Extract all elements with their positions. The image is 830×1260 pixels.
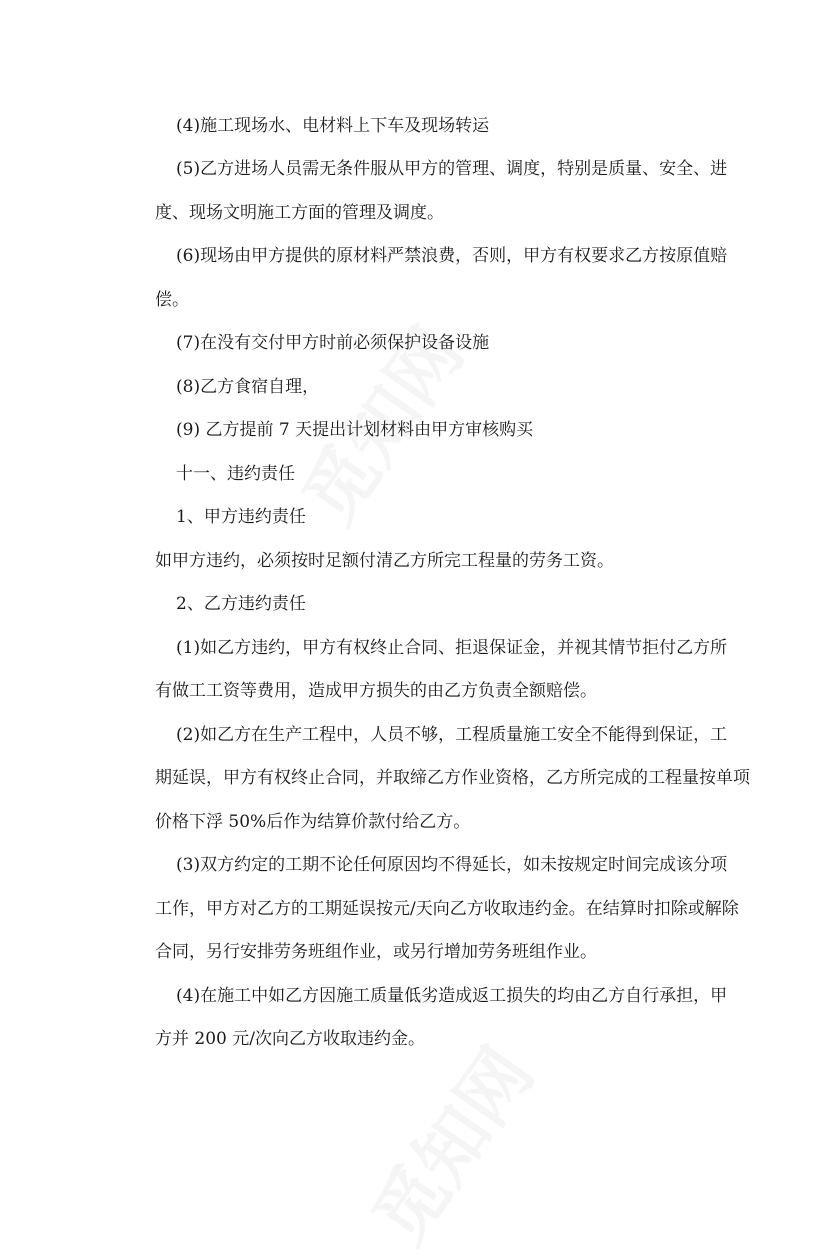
clause-5-line2: 度、现场文明施工方面的管理及调度。 — [155, 203, 444, 223]
party-a-breach-heading: 1、甲方违约责任 — [176, 507, 306, 527]
clause-5-line1: (5)乙方进场人员需无条件服从甲方的管理、调度，特别是质量、安全、进 — [176, 159, 728, 179]
breach-2-line2: 期延误，甲方有权终止合同，并取缔乙方作业资格，乙方所完成的工程量按单项 — [155, 768, 750, 788]
party-b-breach-heading: 2、乙方违约责任 — [176, 594, 306, 614]
breach-2-line3: 价格下浮 50%后作为结算价款付给乙方。 — [155, 812, 471, 832]
clause-7: (7)在没有交付甲方时前必须保护设备设施 — [176, 333, 490, 353]
breach-1-line2: 有做工工资等费用，造成甲方损失的由乙方负责全额赔偿。 — [155, 681, 597, 701]
clause-6-line1: (6)现场由甲方提供的原材料严禁浪费，否则，甲方有权要求乙方按原值赔 — [176, 246, 728, 266]
breach-4-line1: (4)在施工中如乙方因施工质量低劣造成返工损失的均由乙方自行承担，甲 — [176, 986, 728, 1006]
party-a-breach-text: 如甲方违约，必须按时足额付清乙方所完工程量的劳务工资。 — [155, 551, 614, 571]
clause-8: (8)乙方食宿自理， — [176, 377, 320, 397]
clause-6-line2: 偿。 — [155, 290, 189, 310]
breach-1-line1: (1)如乙方违约，甲方有权终止合同、拒退保证金，并视其情节拒付乙方所 — [176, 638, 728, 658]
breach-3-line3: 合同，另行安排劳务班组作业，或另行增加劳务班组作业。 — [155, 942, 597, 962]
breach-4-line2: 方并 200 元/次向乙方收取违约金。 — [155, 1029, 425, 1049]
breach-2-line1: (2)如乙方在生产工程中，人员不够，工程质量施工安全不能得到保证，工 — [176, 725, 728, 745]
section-11-heading: 十一、违约责任 — [176, 464, 295, 484]
clause-9: (9) 乙方提前 7 天提出计划材料由甲方审核购买 — [176, 420, 534, 440]
clause-4: (4)施工现场水、电材料上下车及现场转运 — [176, 116, 490, 136]
breach-3-line2: 工作，甲方对乙方的工期延误按元/天向乙方收取违约金。在结算时扣除或解除 — [155, 899, 739, 919]
breach-3-line1: (3)双方约定的工期不论任何原因均不得延长，如未按规定时间完成该分项 — [176, 855, 728, 875]
watermark-bottom — [343, 1024, 552, 1260]
